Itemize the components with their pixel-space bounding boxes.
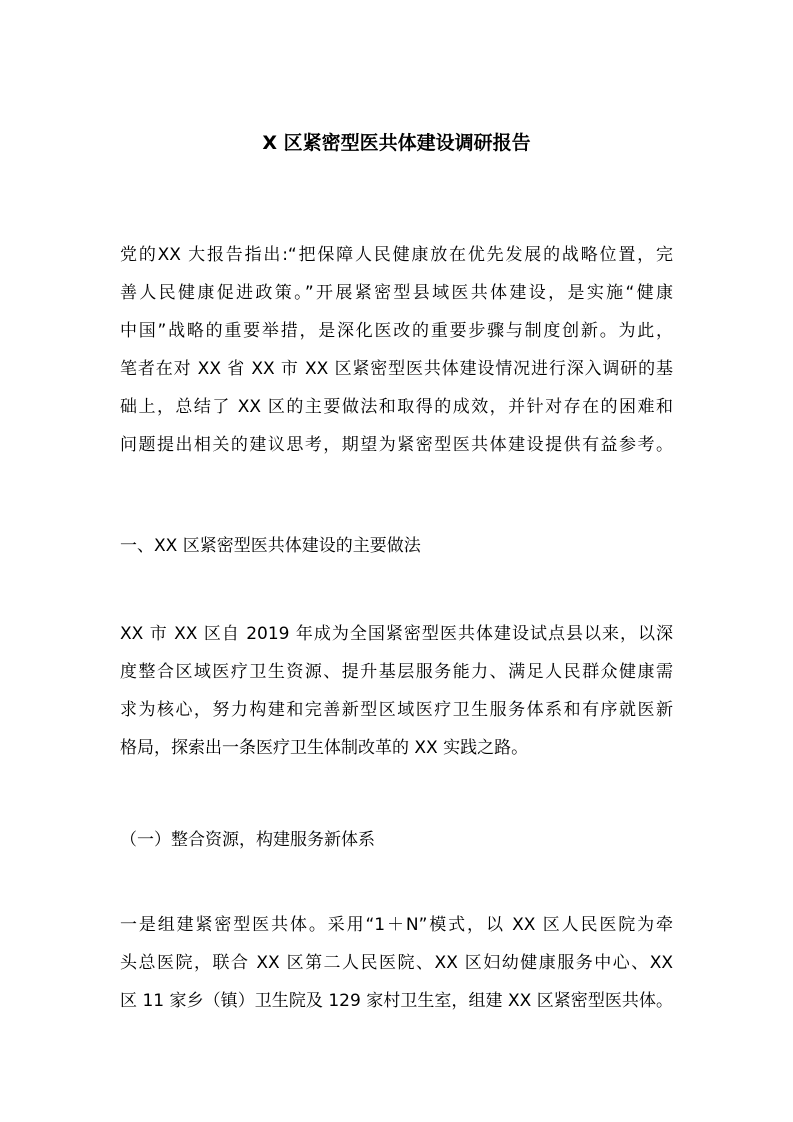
paragraph-line: 头总医院，联合 XX 区第二人民医院、XX 区妇幼健康服务中心、XX xyxy=(120,953,673,973)
subsection-heading-text: （一）整合资源，构建服务新体系 xyxy=(120,830,375,850)
section-paragraph xyxy=(120,615,673,767)
subsection-heading xyxy=(120,821,673,859)
subsection-paragraph xyxy=(120,906,673,1020)
section-heading-text: 一、XX 区紧密型医共体建设的主要做法 xyxy=(120,536,421,556)
document-title: X 区紧密型医共体建设调研报告 xyxy=(262,132,531,154)
section-heading xyxy=(120,527,673,565)
paragraph-line: 区 11 家乡（镇）卫生院及 129 家村卫生室，组建 XX 区紧密型医共体。 xyxy=(120,991,673,1011)
intro-paragraph xyxy=(120,236,673,464)
paragraph-line: 求为核心，努力构建和完善新型区域医疗卫生服务体系和有序就医新 xyxy=(120,700,673,720)
paragraph-line: 一是组建紧密型医共体。采用“1＋N”模式，以 XX 区人民医院为牵 xyxy=(120,915,673,935)
paragraph-line: 笔者在对 XX 省 XX 市 XX 区紧密型医共体建设情况进行深入调研的基 xyxy=(120,359,673,379)
paragraph-line: 格局，探索出一条医疗卫生体制改革的 XX 实践之路。 xyxy=(120,738,529,758)
paragraph-line: 问题提出相关的建议思考，期望为紧密型医共体建设提供有益参考。 xyxy=(120,435,673,455)
paragraph-line: 党的XX 大报告指出:“把保障人民健康放在优先发展的战略位置，完 xyxy=(120,245,673,265)
paragraph-line: XX 市 XX 区自 2019 年成为全国紧密型医共体建设试点县以来，以深 xyxy=(120,624,673,644)
paragraph-line: 善人民健康促进政策。”开展紧密型县域医共体建设，是实施“健康 xyxy=(120,283,673,303)
paragraph-line: 中国”战略的重要举措，是深化医改的重要步骤与制度创新。为此， xyxy=(120,321,673,341)
paragraph-line: 础上，总结了 XX 区的主要做法和取得的成效，并针对存在的困难和 xyxy=(120,397,673,417)
paragraph-line: 度整合区域医疗卫生资源、提升基层服务能力、满足人民群众健康需 xyxy=(120,662,673,682)
